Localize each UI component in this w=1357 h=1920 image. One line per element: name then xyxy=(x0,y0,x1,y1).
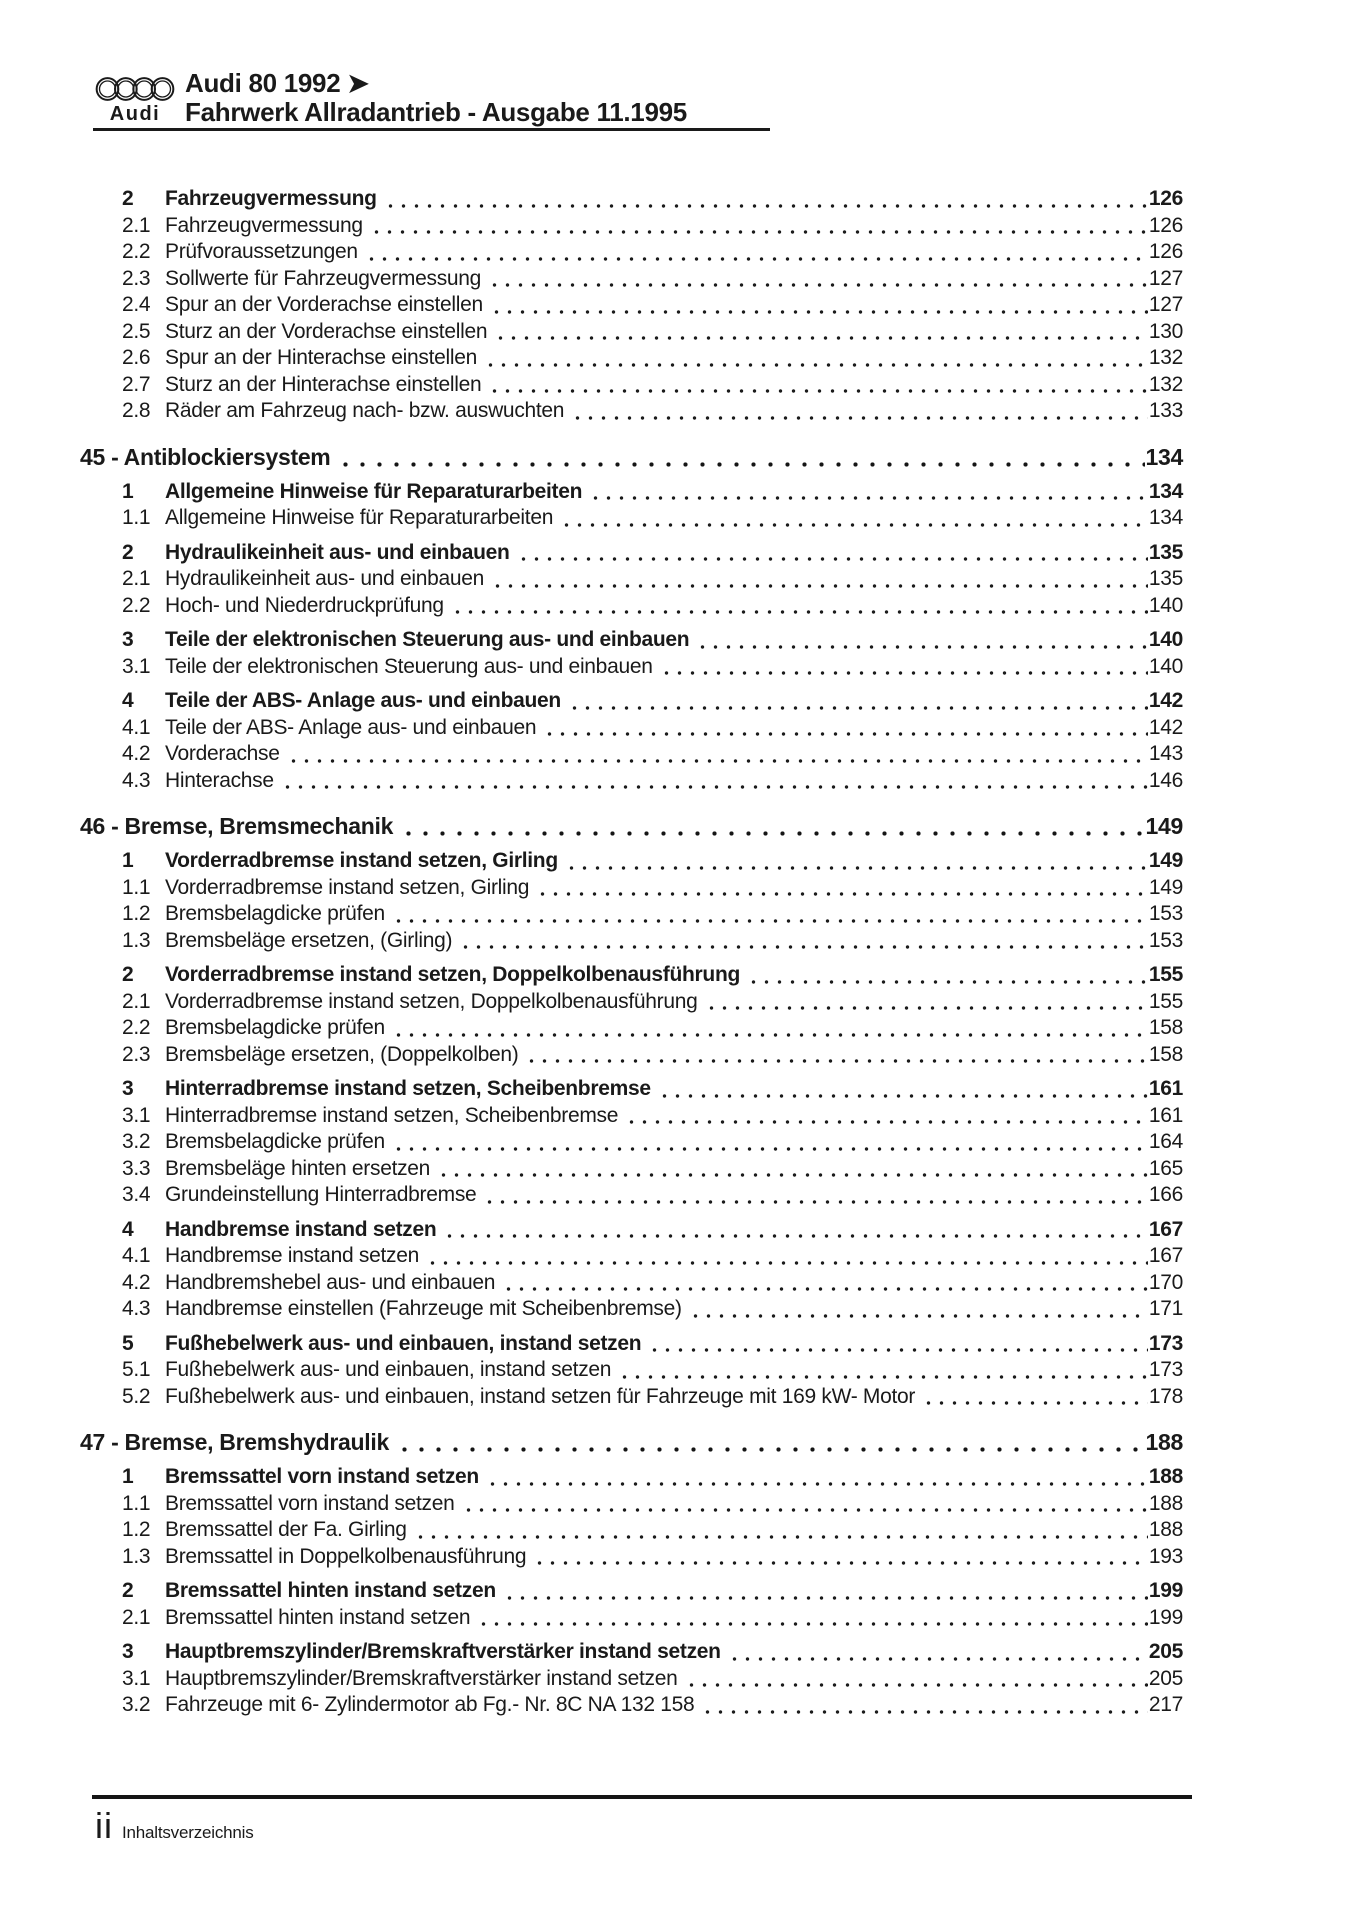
dot-leader xyxy=(488,266,1148,293)
toc-entry-page: 193 xyxy=(1148,1544,1183,1568)
dot-leader xyxy=(689,1296,1148,1323)
toc-section-heading xyxy=(80,442,1183,473)
toc-entry-title: Spur an der Hinterachse einstellen xyxy=(165,346,477,369)
toc-entry-page: 153 xyxy=(1148,928,1183,952)
footer-label: Inhaltsverzeichnis xyxy=(122,1823,254,1842)
toc-entry-page: 178 xyxy=(1148,1384,1183,1408)
dot-leader xyxy=(384,186,1148,213)
toc-entry xyxy=(80,1015,1183,1042)
toc-entry-page: 132 xyxy=(1148,346,1183,369)
toc-entry xyxy=(80,292,1183,319)
toc-entry-number: 4 xyxy=(122,689,134,712)
toc-entry xyxy=(80,1076,1183,1103)
toc-entry-page: 173 xyxy=(1148,1331,1183,1355)
toc-entry xyxy=(80,479,1183,506)
toc-entry-number: 3.1 xyxy=(122,1103,151,1127)
toc-entry xyxy=(80,654,1183,681)
toc-entry-title: Sturz an der Vorderachse einstellen xyxy=(165,319,488,343)
toc-entry-title: Vorderradbremse instand setzen, Girling xyxy=(165,849,558,872)
toc-entry-page: 153 xyxy=(1148,902,1183,925)
toc-entry-title: Bremsbeläge ersetzen, (Girling) xyxy=(165,928,453,952)
toc-entry-title: Grundeinstellung Hinterradbremse xyxy=(165,1183,477,1206)
dot-leader xyxy=(414,1517,1148,1544)
toc-entry-number: 4.2 xyxy=(122,742,151,765)
toc-entry-number: 1.2 xyxy=(122,1518,151,1541)
toc-entry xyxy=(80,1544,1183,1571)
dot-leader xyxy=(560,505,1148,532)
toc-entry-page: 130 xyxy=(1148,319,1183,343)
toc-section-title: 46 - Bremse, Bremsmechanik xyxy=(80,813,394,839)
toc-entry xyxy=(80,1103,1183,1130)
toc-entry-number: 1 xyxy=(122,1465,134,1488)
toc-entry-number: 2.1 xyxy=(122,989,151,1013)
toc-entry-title: Fahrzeuge mit 6- Zylindermotor ab Fg.- Nr. 8C NA 132 158 xyxy=(165,1693,695,1716)
toc-entry-title: Bremssattel hinten instand setzen xyxy=(165,1579,496,1602)
toc-entry-page: 161 xyxy=(1148,1103,1183,1127)
page-footer xyxy=(95,1804,254,1848)
dot-leader xyxy=(517,540,1148,567)
toc-entry-number: 4.1 xyxy=(122,715,151,739)
toc-entry-title: Hydraulikeinheit aus- und einbauen xyxy=(165,567,485,590)
dot-leader xyxy=(658,1076,1148,1103)
toc-entry xyxy=(80,989,1183,1016)
dot-leader xyxy=(685,1666,1148,1693)
dot-leader xyxy=(660,654,1148,681)
toc-entry xyxy=(80,848,1183,875)
dot-leader xyxy=(525,1042,1147,1069)
toc-entry-page: 199 xyxy=(1148,1605,1183,1629)
toc-entry xyxy=(80,186,1183,213)
toc-entry-title: Räder am Fahrzeug nach- bzw. auswuchten xyxy=(165,399,565,422)
toc-entry-number: 5 xyxy=(122,1331,134,1355)
toc-entry-title: Vorderradbremse instand setzen, Girling xyxy=(165,875,530,899)
toc-entry-number: 3.4 xyxy=(122,1183,151,1206)
dot-leader xyxy=(648,1331,1148,1358)
dot-leader xyxy=(477,1605,1148,1632)
toc-entry-title: Sturz an der Hinterachse einstellen xyxy=(165,372,482,396)
toc-entry-page: 126 xyxy=(1148,213,1183,237)
toc-entry-page: 143 xyxy=(1148,742,1183,765)
toc-entry-number: 3.1 xyxy=(122,654,151,678)
toc-entry-page: 146 xyxy=(1148,768,1183,792)
toc-entry-number: 1.1 xyxy=(122,506,151,529)
dot-leader xyxy=(490,292,1148,319)
dot-leader xyxy=(396,1427,1145,1458)
toc-entry-page: 149 xyxy=(1148,849,1183,872)
toc-entry-number: 3.2 xyxy=(122,1693,151,1716)
toc-entry-title: Bremssattel in Doppelkolbenausführung xyxy=(165,1544,527,1568)
toc-entry-number: 2.4 xyxy=(122,293,151,316)
toc-section xyxy=(80,442,1183,795)
toc-entry-title: Vorderradbremse instand setzen, Doppelkolbenausführung xyxy=(165,989,698,1013)
toc-entry xyxy=(80,319,1183,346)
toc-entry-title: Fahrzeugvermessung xyxy=(165,213,363,237)
toc-entry-title: Vorderachse xyxy=(165,742,280,765)
toc-entry-page: 140 xyxy=(1148,654,1183,678)
toc-entry xyxy=(80,741,1183,768)
toc-entry xyxy=(80,566,1183,593)
toc-entry-number: 2 xyxy=(122,187,134,210)
toc-entry-number: 4.2 xyxy=(122,1270,151,1294)
toc-entry-page: 170 xyxy=(1148,1270,1183,1294)
toc-entry xyxy=(80,505,1183,532)
toc-entry xyxy=(80,1517,1183,1544)
toc-entry-number: 2 xyxy=(122,540,134,564)
toc-entry xyxy=(80,1243,1183,1270)
toc-entry-page: 134 xyxy=(1148,479,1183,503)
dot-leader xyxy=(696,627,1148,654)
toc-entry xyxy=(80,627,1183,654)
toc-section-page: 149 xyxy=(1145,813,1183,839)
toc-entry-title: Handbremshebel aus- und einbauen xyxy=(165,1270,496,1294)
toc-entry-number: 5.1 xyxy=(122,1358,151,1381)
toc-entry-number: 3 xyxy=(122,628,134,651)
toc-entry-number: 4.3 xyxy=(122,1297,151,1320)
toc-entry-title: Teile der ABS- Anlage aus- und einbauen xyxy=(165,689,561,712)
toc-entry-page: 217 xyxy=(1148,1693,1183,1716)
audi-logo xyxy=(93,74,177,124)
toc-entry xyxy=(80,1357,1183,1384)
audi-wordmark: Audi xyxy=(109,103,161,125)
dot-leader xyxy=(533,1544,1148,1571)
toc-entry-number: 1.1 xyxy=(122,875,151,899)
toc xyxy=(80,186,1183,1719)
toc-entry-number: 4.3 xyxy=(122,768,151,792)
toc-entry-title: Allgemeine Hinweise für Reparaturarbeiten xyxy=(165,479,583,503)
toc-section-page: 188 xyxy=(1145,1429,1183,1455)
dot-leader xyxy=(705,989,1148,1016)
dot-leader xyxy=(483,1182,1147,1209)
dot-leader xyxy=(400,811,1144,842)
dot-leader xyxy=(459,928,1148,955)
page-header xyxy=(185,69,687,127)
toc-entry-page: 142 xyxy=(1148,689,1183,712)
dot-leader xyxy=(536,875,1148,902)
toc-entry xyxy=(80,768,1183,795)
toc-entry-page: 134 xyxy=(1148,506,1183,529)
toc-section xyxy=(80,186,1183,425)
toc-entry-number: 2.2 xyxy=(122,1016,151,1039)
toc-entry-page: 205 xyxy=(1148,1666,1183,1690)
toc-entry-page: 135 xyxy=(1148,567,1183,590)
toc-entry-number: 2.1 xyxy=(122,1605,151,1629)
toc-entry-title: Fußhebelwerk aus- und einbauen, instand setzen xyxy=(165,1331,642,1355)
toc-entry-title: Teile der elektronischen Steuerung aus- und einbauen xyxy=(165,628,690,651)
toc-entry-title: Bremsbeläge hinten ersetzen xyxy=(165,1156,431,1180)
toc-entry-page: 188 xyxy=(1148,1518,1183,1541)
toc-entry xyxy=(80,1182,1183,1209)
toc-entry xyxy=(80,1217,1183,1244)
dot-leader xyxy=(488,372,1148,399)
toc-entry-title: Handbremse einstellen (Fahrzeuge mit Scheibenbremse) xyxy=(165,1297,682,1320)
toc-entry xyxy=(80,688,1183,715)
toc-section xyxy=(80,1427,1183,1719)
toc-entry-number: 2.5 xyxy=(122,319,151,343)
toc-entry-title: Hauptbremszylinder/Bremskraftverstärker instand setzen xyxy=(165,1640,721,1663)
toc-entry-title: Fahrzeugvermessung xyxy=(165,187,377,210)
toc-entry xyxy=(80,1578,1183,1605)
header-subtitle-line: Fahrwerk Allradantrieb - Ausgabe 11.1995 xyxy=(185,97,687,127)
toc-entry xyxy=(80,1156,1183,1183)
toc-entry-page: 142 xyxy=(1148,715,1183,739)
toc-entry xyxy=(80,398,1183,425)
dot-leader xyxy=(443,1217,1147,1244)
dot-leader xyxy=(451,593,1148,620)
dot-leader xyxy=(392,901,1148,928)
toc-entry xyxy=(80,345,1183,372)
toc-entry-page: 188 xyxy=(1148,1465,1183,1488)
dot-leader xyxy=(370,213,1148,240)
toc-entry-page: 166 xyxy=(1148,1183,1183,1206)
toc-entry-page: 132 xyxy=(1148,372,1183,396)
toc-entry-page: 165 xyxy=(1148,1156,1183,1180)
dot-leader xyxy=(625,1103,1148,1130)
toc-entry xyxy=(80,1331,1183,1358)
dot-leader xyxy=(392,1129,1148,1156)
toc-entry-title: Bremsbeläge ersetzen, (Doppelkolben) xyxy=(165,1042,519,1066)
dot-leader xyxy=(437,1156,1148,1183)
toc-entry-page: 167 xyxy=(1148,1244,1183,1267)
dot-leader xyxy=(618,1357,1148,1384)
toc-entry-title: Handbremse instand setzen xyxy=(165,1244,419,1267)
toc-entry-number: 2.3 xyxy=(122,266,151,290)
toc-entry-page: 161 xyxy=(1148,1077,1183,1100)
toc-entry-number: 2.7 xyxy=(122,372,151,396)
toc-entry-number: 3 xyxy=(122,1077,134,1100)
toc-entry xyxy=(80,1129,1183,1156)
toc-entry-title: Bremsbelagdicke prüfen xyxy=(165,902,385,925)
toc-entry xyxy=(80,1296,1183,1323)
dot-leader xyxy=(589,479,1148,506)
dot-leader xyxy=(543,715,1148,742)
toc-entry xyxy=(80,1042,1183,1069)
toc-entry-title: Fußhebelwerk aus- und einbauen, instand setzen xyxy=(165,1358,612,1381)
toc-entry-title: Hydraulikeinheit aus- und einbauen xyxy=(165,540,510,564)
dot-leader xyxy=(747,962,1148,989)
toc-entry-title: Sollwerte für Fahrzeugvermessung xyxy=(165,266,482,290)
toc-entry-title: Hoch- und Niederdruckprüfung xyxy=(165,593,444,617)
toc-entry-number: 4 xyxy=(122,1217,134,1241)
toc-entry-page: 155 xyxy=(1148,963,1183,986)
toc-entry-number: 2 xyxy=(122,1579,134,1602)
toc-section xyxy=(80,811,1183,1410)
toc-entry-page: 133 xyxy=(1148,399,1183,422)
toc-entry-number: 3.2 xyxy=(122,1130,151,1153)
toc-entry-page: 199 xyxy=(1148,1579,1183,1602)
toc-entry-page: 155 xyxy=(1148,989,1183,1013)
toc-entry-title: Handbremse instand setzen xyxy=(165,1217,437,1241)
toc-entry-page: 126 xyxy=(1148,240,1183,263)
toc-entry-title: Hinterradbremse instand setzen, Scheibenbremse xyxy=(165,1103,619,1127)
dot-leader xyxy=(337,442,1144,473)
toc-entry-title: Hinterradbremse instand setzen, Scheibenbremse xyxy=(165,1077,651,1100)
toc-entry-title: Hinterachse xyxy=(165,768,274,792)
toc-entry-page: 127 xyxy=(1148,293,1183,316)
toc-entry xyxy=(80,1464,1183,1491)
toc-entry-number: 2.2 xyxy=(122,240,151,263)
header-divider xyxy=(93,128,770,131)
toc-entry xyxy=(80,875,1183,902)
toc-entry-title: Fußhebelwerk aus- und einbauen, instand setzen für Fahrzeuge mit 169 kW- Motor xyxy=(165,1384,916,1408)
toc-entry-page: 127 xyxy=(1148,266,1183,290)
toc-entry-page: 158 xyxy=(1148,1016,1183,1039)
toc-section-page: 134 xyxy=(1145,443,1183,470)
dot-leader xyxy=(571,398,1148,425)
toc-entry-title: Hauptbremszylinder/Bremskraftverstärker instand setzen xyxy=(165,1666,678,1690)
toc-entry-title: Bremssattel der Fa. Girling xyxy=(165,1518,407,1541)
toc-entry xyxy=(80,1605,1183,1632)
toc-entry-number: 2.1 xyxy=(122,213,151,237)
toc-entry-title: Bremssattel hinten instand setzen xyxy=(165,1605,471,1629)
toc-entry-number: 1 xyxy=(122,849,134,872)
toc-entry-title: Bremssattel vorn instand setzen xyxy=(165,1465,479,1488)
toc-entry-number: 3.3 xyxy=(122,1156,151,1180)
dot-leader xyxy=(502,1270,1148,1297)
dot-leader xyxy=(503,1578,1148,1605)
toc-entry xyxy=(80,1384,1183,1411)
toc-entry-number: 1.1 xyxy=(122,1491,151,1515)
toc-entry-number: 2.8 xyxy=(122,399,151,422)
dot-leader xyxy=(287,741,1148,768)
toc-section-heading xyxy=(80,811,1183,842)
toc-entry-number: 2.2 xyxy=(122,593,151,617)
dot-leader xyxy=(486,1464,1148,1491)
audi-rings-icon xyxy=(95,74,175,104)
toc-entry-page: 149 xyxy=(1148,875,1183,899)
toc-entry-number: 1.3 xyxy=(122,928,151,952)
dot-leader xyxy=(922,1384,1148,1411)
dot-leader xyxy=(568,688,1148,715)
toc-entry-page: 167 xyxy=(1148,1217,1183,1241)
toc-entry xyxy=(80,1491,1183,1518)
toc-entry-number: 2.1 xyxy=(122,567,151,590)
dot-leader xyxy=(426,1243,1148,1270)
toc-entry-title: Allgemeine Hinweise für Reparaturarbeiten xyxy=(165,506,554,529)
toc-entry xyxy=(80,901,1183,928)
toc-entry-number: 2.6 xyxy=(122,346,151,369)
toc-entry xyxy=(80,266,1183,293)
dot-leader xyxy=(392,1015,1148,1042)
toc-entry-page: 135 xyxy=(1148,540,1183,564)
dot-leader xyxy=(484,345,1148,372)
dot-leader xyxy=(365,239,1148,266)
toc-entry-page: 171 xyxy=(1148,1297,1183,1320)
toc-entry-page: 173 xyxy=(1148,1358,1183,1381)
toc-entry-number: 3 xyxy=(122,1640,134,1663)
dot-leader xyxy=(281,768,1148,795)
toc-entry-title: Bremsbelagdicke prüfen xyxy=(165,1016,385,1039)
dot-leader xyxy=(701,1692,1147,1719)
toc-entry-page: 126 xyxy=(1148,187,1183,210)
toc-entry-number: 2 xyxy=(122,963,134,986)
toc-section-title: 47 - Bremse, Bremshydraulik xyxy=(80,1429,389,1455)
toc-entry-number: 1.2 xyxy=(122,902,151,925)
footer-divider xyxy=(92,1795,1192,1799)
toc-entry-page: 164 xyxy=(1148,1130,1183,1153)
toc-entry-title: Teile der ABS- Anlage aus- und einbauen xyxy=(165,715,537,739)
footer-page-number: ii xyxy=(95,1805,113,1846)
toc-entry-number: 3.1 xyxy=(122,1666,151,1690)
toc-entry-number: 5.2 xyxy=(122,1384,151,1408)
dot-leader xyxy=(565,848,1148,875)
toc-entry-page: 158 xyxy=(1148,1042,1183,1066)
toc-section-heading xyxy=(80,1427,1183,1458)
toc-entry-page: 140 xyxy=(1148,628,1183,651)
toc-entry-number: 4.1 xyxy=(122,1244,151,1267)
dot-leader xyxy=(494,319,1148,346)
dot-leader xyxy=(491,566,1148,593)
toc-entry xyxy=(80,715,1183,742)
toc-entry-title: Bremssattel vorn instand setzen xyxy=(165,1491,455,1515)
toc-entry xyxy=(80,372,1183,399)
toc-entry xyxy=(80,213,1183,240)
toc-section-title: 45 - Antiblockiersystem xyxy=(80,443,331,470)
toc-entry xyxy=(80,1639,1183,1666)
toc-entry-number: 2.3 xyxy=(122,1042,151,1066)
toc-entry xyxy=(80,1666,1183,1693)
toc-entry-title: Vorderradbremse instand setzen, Doppelkolbenausführung xyxy=(165,963,741,986)
toc-entry xyxy=(80,928,1183,955)
toc-entry xyxy=(80,1692,1183,1719)
toc-entry-title: Prüfvoraussetzungen xyxy=(165,240,358,263)
dot-leader xyxy=(462,1491,1148,1518)
toc-entry xyxy=(80,540,1183,567)
toc-entry-title: Teile der elektronischen Steuerung aus- und einbauen xyxy=(165,654,653,678)
toc-entry-page: 205 xyxy=(1148,1640,1183,1663)
dot-leader xyxy=(728,1639,1148,1666)
toc-entry xyxy=(80,593,1183,620)
header-model-line: Audi 80 1992 ➤ xyxy=(185,68,369,98)
toc-entry xyxy=(80,962,1183,989)
toc-entry-number: 1.3 xyxy=(122,1544,151,1568)
toc-entry xyxy=(80,1270,1183,1297)
toc-entry-page: 188 xyxy=(1148,1491,1183,1515)
toc-entry-page: 140 xyxy=(1148,593,1183,617)
toc-entry-title: Spur an der Vorderachse einstellen xyxy=(165,293,483,316)
toc-entry-number: 1 xyxy=(122,479,134,503)
toc-entry xyxy=(80,239,1183,266)
toc-entry-title: Bremsbelagdicke prüfen xyxy=(165,1130,385,1153)
